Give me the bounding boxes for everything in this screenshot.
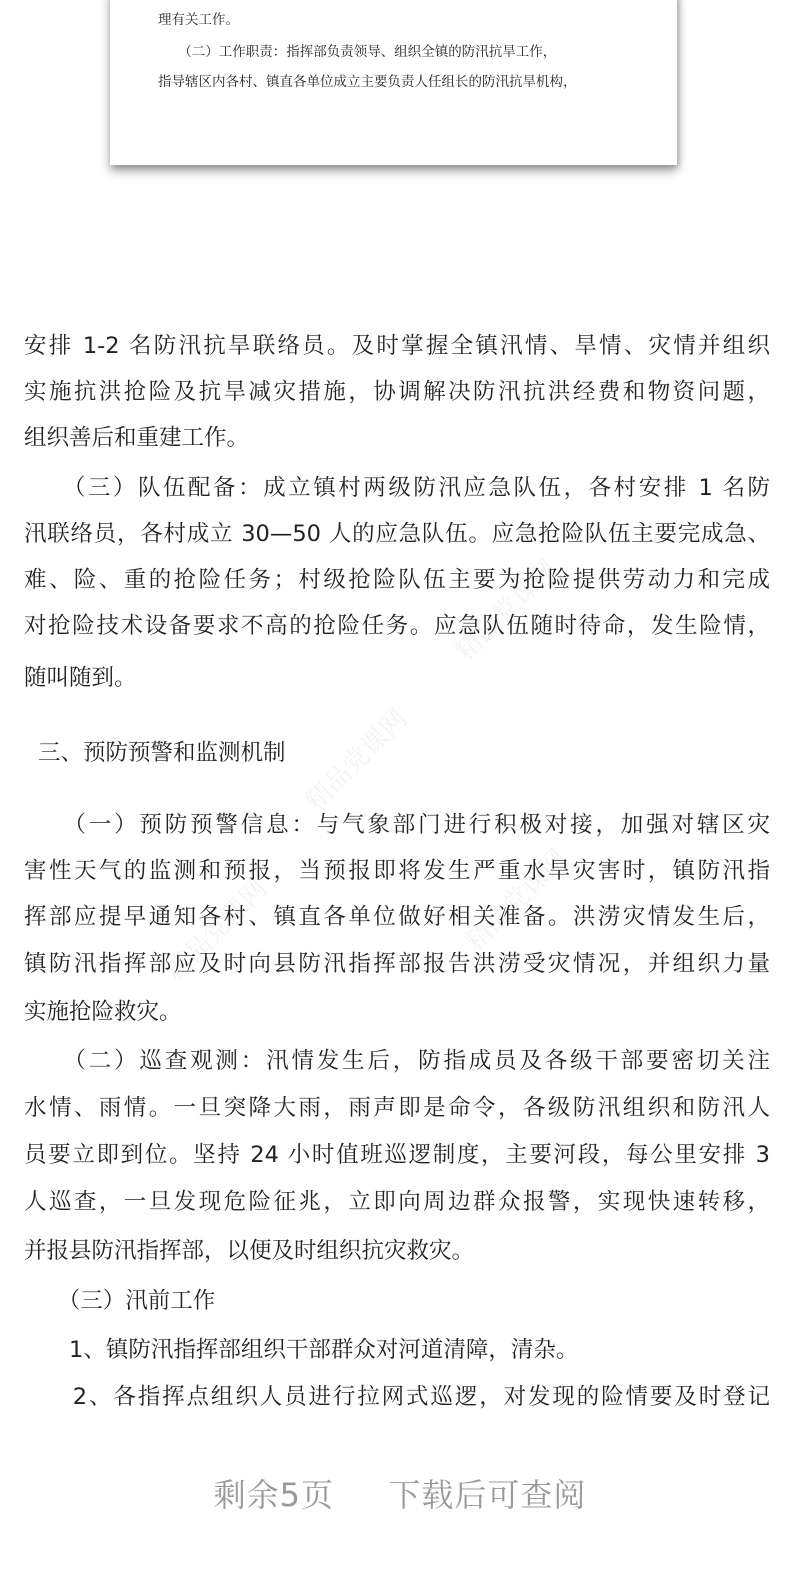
body-line: 并报县防汛指挥部，以便及时组织抗灾救灾。 (24, 1238, 475, 1264)
body-line: 对抢险技术设备要求不高的抢险任务。应急队伍随时待命，发生险情， (24, 613, 770, 639)
preview-line: （二）工作职责：指挥部负责领导、组织全镇的防汛抗旱工作， (158, 44, 557, 60)
body-line: （二）巡查观测：汛情发生后，防指成员及各级干部要密切关注 (24, 1048, 770, 1074)
download-to-view[interactable]: 下载后可查阅 (388, 1476, 587, 1514)
body-line: 难、险、重的抢险任务；村级抢险队伍主要为抢险提供劳动力和完成 (24, 567, 770, 593)
body-line: 1、镇防汛指挥部组织干部群众对河道清障，清杂。 (24, 1337, 579, 1363)
body-line: 水情、雨情。一旦突降大雨，雨声即是命令，各级防汛组织和防汛人 (24, 1095, 770, 1121)
body-line: 汛联络员，各村成立 30—50 人的应急队伍。应急抢险队伍主要完成急、 (24, 521, 770, 547)
preview-line: 指导辖区内各村、镇直各单位成立主要负责人任组长的防汛抗旱机构， (158, 74, 577, 90)
body-line: 实施抢险救灾。 (24, 999, 182, 1025)
body-line: （一）预防预警信息：与气象部门进行积极对接，加强对辖区灾 (24, 812, 770, 838)
watermark: 精品党课网 (460, 843, 574, 957)
watermark: 精品党课网 (160, 873, 274, 987)
remaining-pages: 剩余5页 (213, 1476, 334, 1514)
body-line: 随叫随到。 (24, 665, 137, 691)
body-line: （三）队伍配备：成立镇村两级防汛应急队伍，各村安排 1 名防 (24, 475, 770, 501)
body-line: 实施抗洪抢险及抗旱减灾措施，协调解决防汛抗洪经费和物资问题， (24, 379, 770, 405)
preview-line: 理有关工作。 (158, 12, 239, 28)
body-line: 镇防汛指挥部应及时向县防汛指挥部报告洪涝受灾情况，并组织力量 (24, 951, 770, 977)
body-line: 员要立即到位。坚持 24 小时值班巡逻制度，主要河段，每公里安排 3 (24, 1142, 770, 1168)
download-prompt[interactable] (0, 1470, 800, 1516)
body-line: 挥部应提早通知各村、镇直各单位做好相关准备。洪涝灾情发生后， (24, 904, 770, 930)
body-line: （三）汛前工作 (24, 1288, 216, 1314)
body-line: 人巡查，一旦发现危险征兆，立即向周边群众报警，实现快速转移， (24, 1189, 770, 1215)
body-line: 组织善后和重建工作。 (24, 425, 250, 451)
section-heading: 三、预防预警和监测机制 (38, 740, 286, 766)
watermark: 精品党课网 (300, 703, 414, 817)
watermark: 精品党课网 (450, 553, 564, 667)
body-line: 害性天气的监测和预报，当预报即将发生严重水旱灾害时，镇防汛指 (24, 858, 770, 884)
body-line: 安排 1-2 名防汛抗旱联络员。及时掌握全镇汛情、旱情、灾情并组织 (24, 333, 770, 359)
body-line: 2、各指挥点组织人员进行拉网式巡逻，对发现的险情要及时登记 (24, 1384, 770, 1410)
preview-page-card (110, 0, 677, 165)
